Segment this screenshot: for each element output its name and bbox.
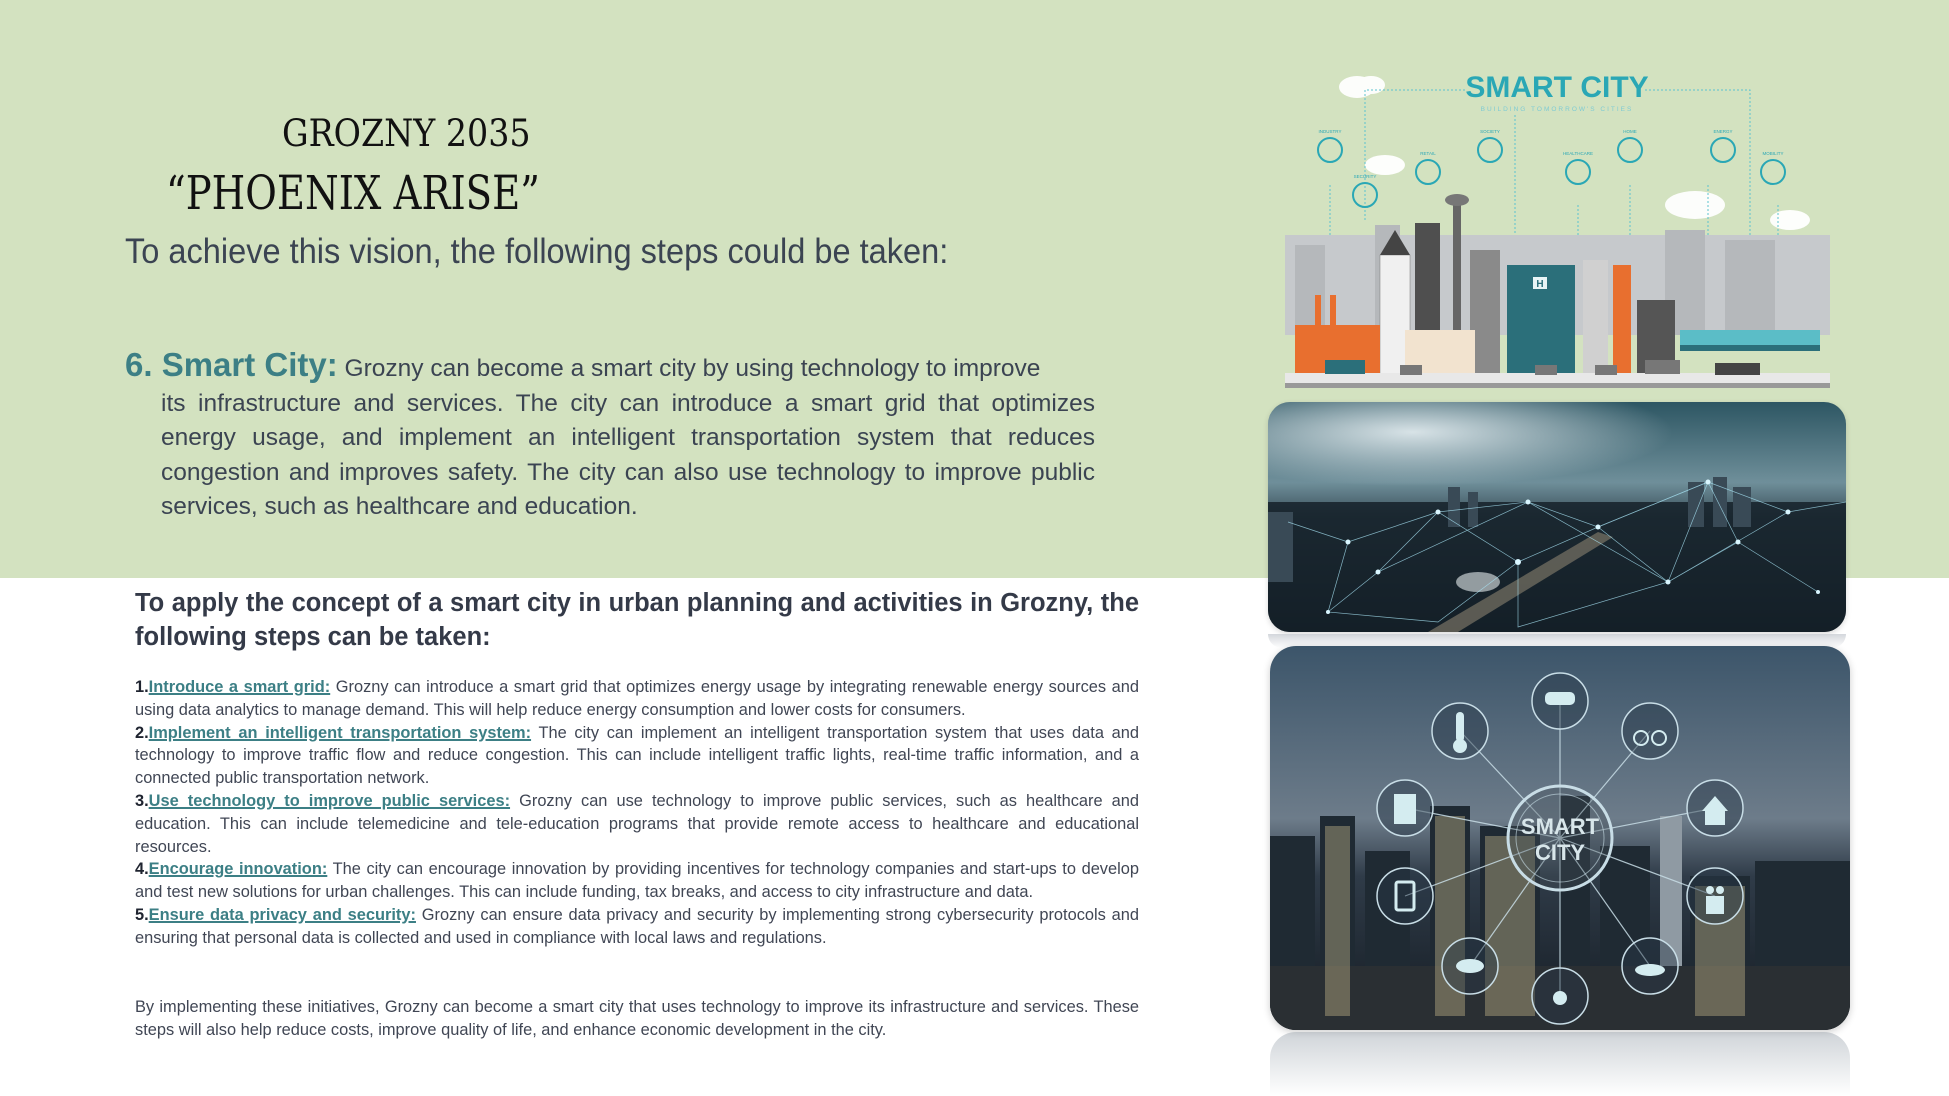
- svg-text:INDUSTRY: INDUSTRY: [1318, 129, 1342, 134]
- infographic-title: SMART CITY: [1465, 71, 1649, 104]
- svg-text:H: H: [1536, 279, 1544, 290]
- smart-city-body: its infrastructure and services. The city can introduce a smart grid that optimizes energy usage, and implement an intelligent transportation system that reduces congestion and improves safety. The city can also use technology to improve public services, such as healthcare and education.: [161, 389, 1095, 520]
- step-link-data-privacy[interactable]: Ensure data privacy and security:: [148, 905, 416, 924]
- step-link-smart-grid[interactable]: Introduce a smart grid:: [148, 678, 331, 696]
- step-text: The city can implement an intelligent transportation system that uses data and technology to improve traffic flow and reduce congestion. This can include intelligent traffic lights, real-time traffic information, and a connected public transportation network.: [135, 723, 1139, 788]
- smart-city-infographic-image: [1285, 55, 1830, 390]
- step-text: The city can encourage innovation by providing incentives for technology companies and start-ups to develop and test new solutions for urban challenges. This can include funding, tax breaks, and access to city infrastructure and data.: [135, 860, 1139, 902]
- hub-label-city: CITY: [1534, 840, 1586, 865]
- step-item: [135, 904, 1139, 950]
- svg-text:HEALTHCARE: HEALTHCARE: [1563, 151, 1593, 156]
- smart-city-section: [125, 348, 1095, 525]
- step-text: Grozny can use technology to improve public services, such as healthcare and education. This can include telemedicine and tele-education programs that provide remote access to healthcare and educational resources.: [135, 791, 1140, 856]
- svg-text:BUILDING TOMORROW'S CITIES: BUILDING TOMORROW'S CITIES: [1480, 106, 1634, 113]
- step-item: [135, 722, 1139, 790]
- svg-text:SOCIETY: SOCIETY: [1480, 129, 1500, 134]
- step-item: [135, 676, 1139, 722]
- step-number: 3.: [135, 791, 149, 810]
- step-text: Grozny can ensure data privacy and security by implementing strong cybersecurity protocols and ensuring that personal data is collected and used in compliance with local laws and regulations.: [135, 905, 1139, 947]
- svg-text:HOME: HOME: [1623, 129, 1637, 134]
- step-number: 1.: [135, 678, 149, 696]
- step-number: 2.: [135, 723, 149, 742]
- step-link-public-services[interactable]: Use technology to improve public services:: [148, 791, 511, 810]
- smart-city-hub-image: [1270, 646, 1850, 1030]
- intro-text: To achieve this vision, the following steps could be taken:: [125, 232, 949, 271]
- smart-city-lead: Grozny can become a smart city by using technology to improve: [344, 355, 1041, 382]
- smart-city-heading: 6. Smart City:: [125, 346, 338, 383]
- conclusion-text: By implementing these initiatives, Grozny can become a smart city that uses technology to improve its infrastructure and services. These steps will also help reduce costs, improve quality of life, and enhance economic development in the city.: [135, 998, 1139, 1039]
- step-item: [135, 790, 1139, 858]
- step-number: 4.: [135, 860, 149, 879]
- step-text: Grozny can introduce a smart grid that optimizes energy usage by integrating renewable energy sources and using data analytics to manage demand. This will help reduce energy consumption and lower costs for consumers.: [135, 678, 1139, 719]
- slide-title: GROZNY 2035: [282, 112, 531, 155]
- apply-heading: To apply the concept of a smart city in urban planning and activities in Grozny, the following steps can be taken:: [135, 589, 1139, 651]
- step-link-transportation[interactable]: Implement an intelligent transportation system:: [148, 723, 532, 742]
- svg-text:SECURITY: SECURITY: [1353, 174, 1377, 179]
- svg-text:MOBILITY: MOBILITY: [1762, 151, 1784, 156]
- hub-image-reflection: [1270, 1032, 1850, 1096]
- step-item: [135, 858, 1139, 904]
- hub-label-smart: SMART: [1520, 814, 1600, 839]
- slide-subtitle: “PHOENIX ARISE”: [166, 166, 540, 221]
- svg-text:ENERGY: ENERGY: [1713, 129, 1733, 134]
- step-link-innovation[interactable]: Encourage innovation:: [148, 860, 328, 879]
- steps-list: [135, 676, 1139, 950]
- smart-city-first-line: [125, 348, 1095, 387]
- step-number: 5.: [135, 905, 149, 924]
- svg-text:RETAIL: RETAIL: [1420, 151, 1436, 156]
- aerial-network-city-image: [1268, 402, 1846, 632]
